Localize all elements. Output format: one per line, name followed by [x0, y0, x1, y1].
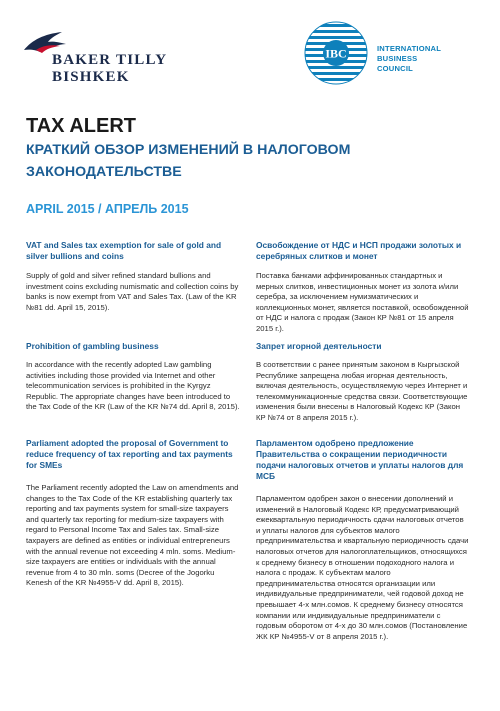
logo-line-1: BAKER TILLY — [52, 52, 168, 68]
ibc-line-3: COUNCIL — [377, 64, 413, 73]
baker-tilly-logo — [22, 30, 222, 90]
issue-date: APRIL 2015 / АПРЕЛЬ 2015 — [26, 202, 189, 216]
section-body: Парламентом одобрен закон о внесении дополнений и изменений в Налоговый Кодекс КР, предусматривающий ежеквартальную периодичность сдачи налоговых отчетов и уплаты налогов для субъектов малого предпринимательства и квартальную периодичность сдачи налоговых отчетов для налогоплательщиков, относящихся к среднему бизнесу в отношении подоходного налога и налога с продаж. К субъектам малого предпринимательства относятся организации или индивидуальные предприниматели, чей годовой доход не превышает 4-х млн.сомов. К среднему бизнесу относятся компании или индивидуальные предприниматели с годовым оборотом от 4-х до 30 млн.сомов (Постановление ЖК КР №4955-V от 8 апреля 2015 г.). — [256, 494, 469, 641]
header — [0, 0, 500, 110]
ibc-wordmark — [377, 44, 441, 74]
section-sme-reporting-ru — [256, 438, 470, 642]
page-subtitle: КРАТКИЙ ОБЗОР ИЗМЕНЕНИЙ В НАЛОГОВОМ ЗАКОНОДАТЕЛЬСТВЕ — [26, 142, 351, 180]
section-body: В соответствии с ранее принятым законом в Кыргызской Республике запрещена любая игорная деятельность, включая деятельность, осуществляемую через Интернет и телекоммуникационные средства связи. Соответствующие изменения были внесены в Налоговый Кодекс КР (Закон КР №74 от 8 апреля 2015 г.). — [256, 360, 468, 422]
section-body: In accordance with the recently adopted Law gambling activities including those provided via Internet and other telecommunication services is prohibited in the Kyrgyz Republic. The appropriate changes have been introduced to the Tax Code of the KR (Law of the KR №74 dd. April 8, 2015). — [26, 360, 240, 412]
section-vat-gold-ru — [256, 240, 470, 335]
section-body: Supply of gold and silver refined standard bullions and investment coins excluding numismatic and collection coins by banks is now exempt from VAT and Sales Tax. (Law of the KR №81 dd. April 15, 2015). — [26, 271, 239, 312]
ibc-logo — [303, 20, 493, 110]
ibc-globe-letters: IBC — [325, 46, 347, 61]
page-title: TAX ALERT — [26, 115, 136, 137]
ibc-line-1: INTERNATIONAL — [377, 44, 442, 53]
section-heading: Запрет игорной деятельности — [256, 341, 382, 351]
section-body: The Parliament recently adopted the Law on amendments and changes to the Tax Code of the KR establishing quarterly tax reporting and tax payments system for small-size taxpayers and quarterly tax reporting for medium-size taxpayers with regard to Personal Income Tax and Sales tax. Small-size taxpayers are defined as entities or individual entrepreneurs with the annual revenue not exceeding 4 mln. soms. Medium-size taxpayers are entities or individuals with the annual revenue from 4 to 30 mln. soms (Decree of the Jogorku Kenesh of the KR №4955-V dd. April 8, 2015). — [26, 483, 239, 588]
globe-icon — [303, 20, 369, 86]
section-gambling-ru — [256, 341, 470, 424]
section-sme-reporting — [26, 438, 240, 589]
section-heading: Parliament adopted the proposal of Government to reduce frequency of tax reporting and tax payments for SMEs — [26, 438, 233, 470]
section-body: Поставка банками аффинированных стандартных и мерных слитков, инвестиционных монет из золота и/или серебра, за исключением нумизматических и коллекционных монет, является поставкой, освобожденной от НДС и налога с продаж (Закон КР №81 от 15 апреля 2015 г.). — [256, 271, 469, 333]
logo-line-2: BISHKEK — [52, 69, 130, 85]
section-heading: Парламентом одобрено предложение Правительства о сокращении периодичности подачи налоговых отчетов и уплаты налогов для МСБ — [256, 438, 464, 481]
section-vat-gold — [26, 240, 240, 313]
section-gambling — [26, 341, 240, 413]
ibc-line-2: BUSINESS — [377, 54, 418, 63]
baker-tilly-wordmark — [52, 52, 167, 86]
section-heading: Освобождение от НДС и НСП продажи золотых и серебряных слитков и монет — [256, 240, 462, 261]
section-heading: Prohibition of gambling business — [26, 341, 159, 351]
section-heading: VAT and Sales tax exemption for sale of gold and silver bullions and coins — [26, 240, 222, 261]
